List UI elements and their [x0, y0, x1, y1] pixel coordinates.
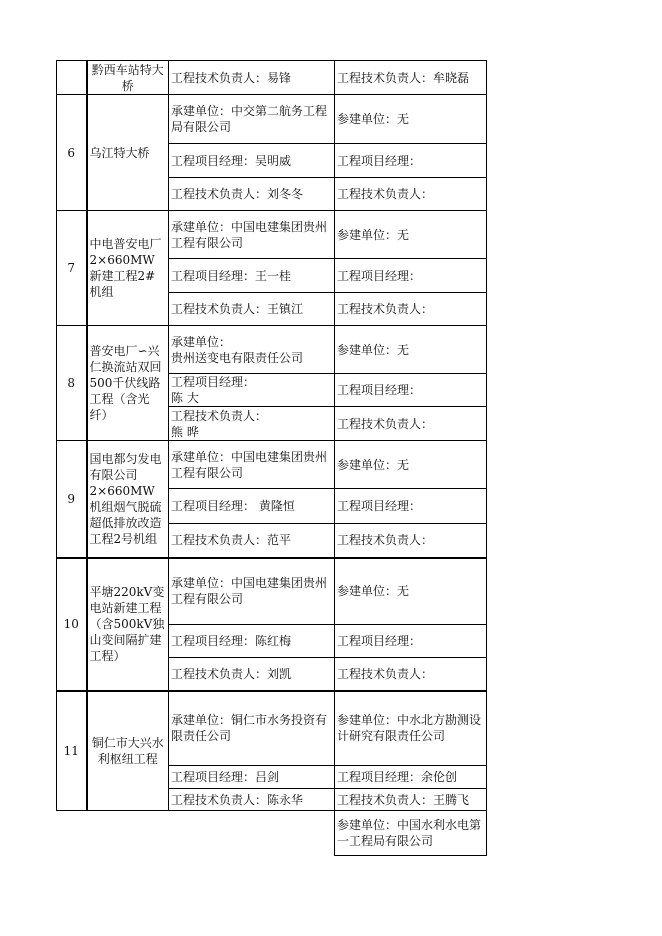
contractor-cell: 承建单位： 贵州送变电有限责任公司 — [169, 326, 335, 374]
contractor-cell: 承建单位：中交第二航务工程局有限公司 — [169, 95, 335, 144]
contractor-cell: 承建单位：中国电建集团贵州工程有限公司 — [169, 211, 335, 259]
project-name: 普安电厂∽兴仁换流站双回500千伏线路工程（含光纤） — [87, 326, 169, 441]
participant-cell: 参建单位：无 — [335, 326, 487, 374]
participant-cell: 工程技术负责人： — [335, 407, 487, 441]
contractor-cell: 承建单位：铜仁市水务投资有限责任公司 — [169, 691, 335, 766]
row-number: 11 — [57, 691, 87, 811]
project-name: 铜仁市大兴水利枢纽工程 — [87, 691, 169, 811]
table-row — [57, 441, 487, 489]
empty-cell — [57, 811, 335, 856]
contractor-cell: 工程项目经理： 黄隆恒 — [169, 489, 335, 524]
participant-cell: 工程项目经理：余伦创 — [335, 766, 487, 789]
participant-cell: 工程项目经理： — [335, 374, 487, 407]
participant-cell: 工程技术负责人：牟晓磊 — [335, 61, 487, 95]
participant-cell: 工程项目经理： — [335, 259, 487, 293]
contractor-cell: 工程技术负责人：刘冬冬 — [169, 178, 335, 211]
participant-cell: 工程技术负责人： — [335, 524, 487, 558]
participant-cell: 参建单位：中国水利水电第一工程局有限公司 — [335, 811, 487, 856]
participant-cell: 工程技术负责人： — [335, 658, 487, 691]
contractor-cell: 工程项目经理：吕剑 — [169, 766, 335, 789]
project-name: 中电普安电厂2×660MW新建工程2#机组 — [87, 211, 169, 326]
table-row — [57, 61, 487, 95]
table-row — [57, 326, 487, 374]
contractor-cell: 承建单位：中国电建集团贵州工程有限公司 — [169, 558, 335, 625]
contractor-cell: 工程技术负责人：范平 — [169, 524, 335, 558]
project-name: 国电都匀发电有限公司2×660MW机组烟气脱硫超低排放改造工程2号机组 — [87, 441, 169, 558]
participant-cell: 参建单位：无 — [335, 558, 487, 625]
row-number: 8 — [57, 326, 87, 441]
contractor-cell: 工程技术负责人： 熊 晔 — [169, 407, 335, 441]
row-number: 10 — [57, 558, 87, 691]
contractor-cell: 工程项目经理：吴明威 — [169, 144, 335, 178]
participant-cell: 工程项目经理： — [335, 489, 487, 524]
table-row — [57, 211, 487, 259]
table-row — [57, 558, 487, 625]
table-row — [57, 811, 487, 856]
participant-cell: 参建单位：中水北方勘测设计研究有限责任公司 — [335, 691, 487, 766]
table-row — [57, 95, 487, 144]
row-number: 6 — [57, 95, 87, 211]
project-personnel-table — [56, 60, 487, 856]
contractor-cell: 工程技术负责人：易锋 — [169, 61, 335, 95]
participant-cell: 参建单位：无 — [335, 441, 487, 489]
project-name: 乌江特大桥 — [87, 95, 169, 211]
table-row — [57, 691, 487, 766]
contractor-cell: 工程技术负责人：刘凯 — [169, 658, 335, 691]
participant-cell: 工程项目经理： — [335, 625, 487, 658]
contractor-cell: 工程技术负责人：陈永华 — [169, 789, 335, 811]
project-name: 黔西车站特大桥 — [87, 61, 169, 95]
participant-cell: 工程项目经理： — [335, 144, 487, 178]
project-name: 平塘220kV变电站新建工程（含500kV独山变间隔扩建工程） — [87, 558, 169, 691]
contractor-cell: 工程项目经理： 陈 大 — [169, 374, 335, 407]
contractor-cell: 工程项目经理：王一桂 — [169, 259, 335, 293]
participant-cell: 参建单位：无 — [335, 95, 487, 144]
contractor-cell: 工程项目经理：陈红梅 — [169, 625, 335, 658]
row-number: 7 — [57, 211, 87, 326]
participant-cell: 工程技术负责人：王腾飞 — [335, 789, 487, 811]
row-number: 9 — [57, 441, 87, 558]
participant-cell: 参建单位：无 — [335, 211, 487, 259]
participant-cell: 工程技术负责人： — [335, 178, 487, 211]
row-number — [57, 61, 87, 95]
participant-cell: 工程技术负责人： — [335, 293, 487, 326]
contractor-cell: 工程技术负责人：王镇江 — [169, 293, 335, 326]
contractor-cell: 承建单位：中国电建集团贵州工程有限公司 — [169, 441, 335, 489]
